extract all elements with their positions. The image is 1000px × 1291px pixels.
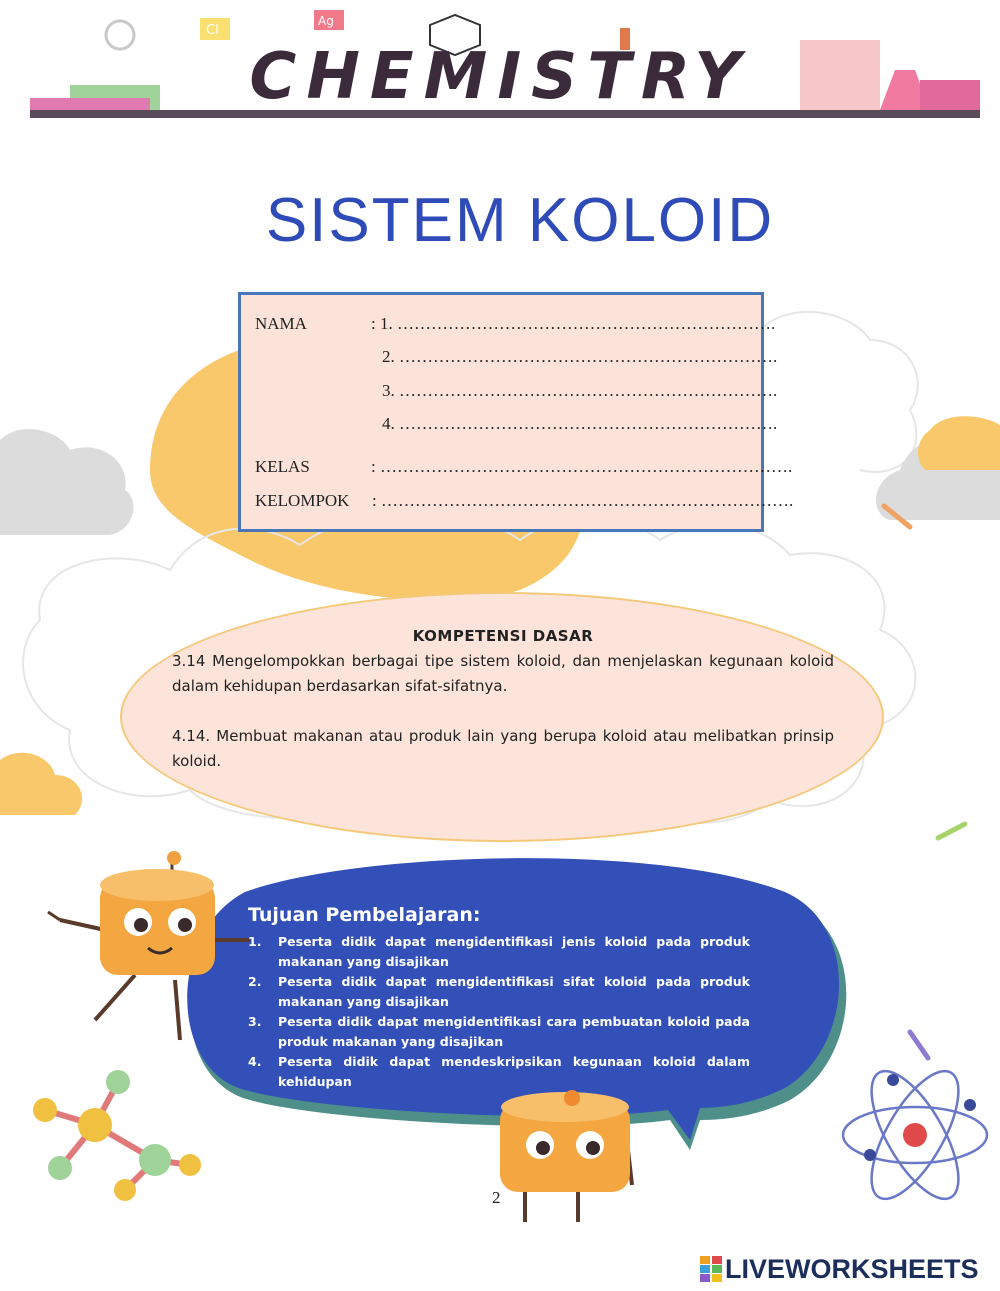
tujuan-item-number: 4. [248, 1054, 262, 1069]
tujuan-list [248, 932, 750, 1092]
nama-line-3[interactable]: 3. …………………………………………………………. [382, 381, 778, 400]
nama-line-2[interactable]: 2. …………………………………………………………. [382, 347, 778, 366]
element-tag-cl: Cl [206, 23, 219, 38]
kompetensi-title: KOMPETENSI DASAR [412, 627, 594, 645]
kelas-field[interactable]: : ………………………………………………………………. [371, 457, 793, 476]
tujuan-item [248, 932, 750, 972]
nama-line-4[interactable]: 4. …………………………………………………………. [382, 414, 778, 433]
identity-box [238, 292, 794, 532]
tujuan-title: Tujuan Pembelajaran: [248, 904, 481, 926]
tujuan-item-text: Peserta didik dapat mengidentifikasi sifat koloid pada produk makanan yang disajikan [278, 974, 750, 1009]
liveworksheets-logo[interactable] [700, 1254, 979, 1284]
tujuan-item-number: 1. [248, 934, 262, 949]
tujuan-item-number: 3. [248, 1014, 262, 1029]
element-tag-ag: Ag [318, 14, 334, 28]
kompetensi-point-2: 4.14. Membuat makanan atau produk lain yang berupa koloid atau melibatkan prinsip koloid. [172, 727, 834, 770]
liveworksheets-brand: LIVEWORKSHEETS [725, 1253, 979, 1284]
mascot-character-right [500, 1090, 632, 1222]
orange-cloud-right [918, 416, 1000, 470]
tujuan-item [248, 1052, 750, 1092]
kompetensi-point-1: 3.14 Mengelompokkan berbagai tipe sistem koloid, dan menjelaskan kegunaan koloid dalam kehidupan berdasarkan sifat-sifatnya. [172, 652, 834, 695]
kompetensi-section [172, 624, 834, 774]
tujuan-item-number: 2. [248, 974, 262, 989]
gray-cloud-left [0, 429, 133, 535]
kelas-label: KELAS [255, 457, 310, 476]
liveworksheets-logo-icon [700, 1256, 722, 1282]
page-number: 2 [492, 1188, 501, 1207]
tujuan-section [248, 904, 750, 1092]
tujuan-item [248, 972, 750, 1012]
nama-label: NAMA [255, 314, 307, 333]
kelompok-field[interactable]: : ………………………………………………………………. [372, 491, 794, 510]
tujuan-item-text: Peserta didik dapat mengidentifikasi cara pembuatan koloid pada produk makanan yang disajikan [278, 1014, 750, 1049]
molecule-illustration [33, 1070, 201, 1201]
nama-line-1[interactable]: : 1. …………………………………………………………. [371, 314, 776, 333]
tujuan-item [248, 1012, 750, 1052]
tujuan-item-text: Peserta didik dapat mendeskripsikan kegunaan koloid dalam kehidupan [278, 1054, 750, 1089]
orange-cloud-left [0, 753, 82, 815]
banner-title: CHEMISTRY [249, 40, 751, 114]
kelompok-label: KELOMPOK [255, 491, 350, 510]
page-title: SISTEM KOLOID [265, 186, 775, 255]
tujuan-item-text: Peserta didik dapat mengidentifikasi jenis koloid pada produk makanan yang disajikan [278, 934, 750, 969]
